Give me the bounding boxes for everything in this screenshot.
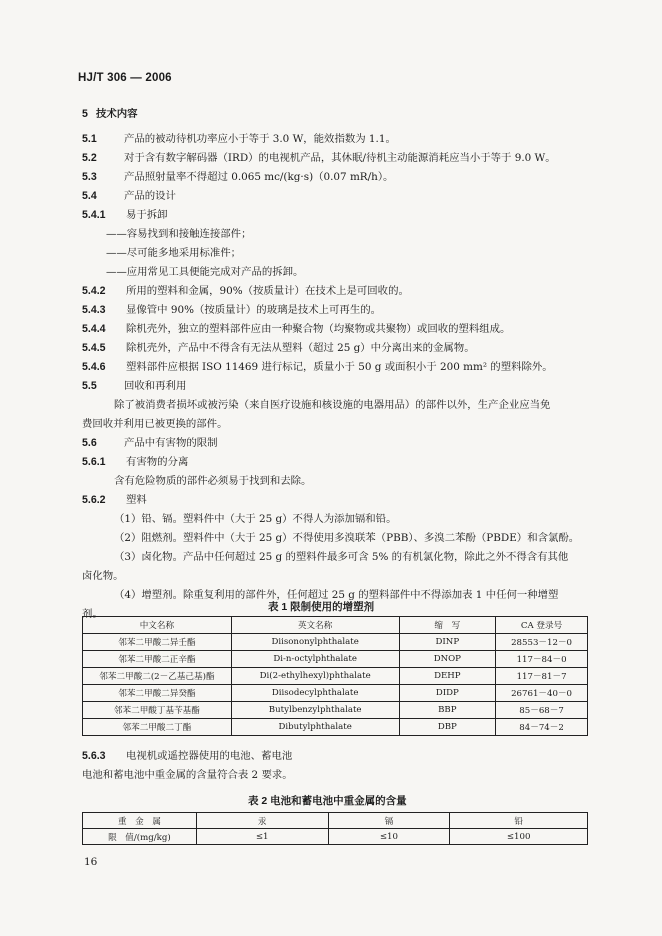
cell-row-label: 限 值/(mg/kg) — [83, 829, 197, 845]
clause-number: 5.4.6 — [82, 361, 106, 373]
clause-5-1 — [82, 132, 396, 146]
cell-abbreviation: DINP — [399, 634, 496, 651]
table-row — [83, 829, 588, 845]
column-header: 重 金 属 — [83, 813, 197, 829]
clause-number: 5.1 — [82, 133, 97, 145]
list-item: ——尽可能多地采用标准件； — [106, 247, 242, 259]
clause-number: 5.6.2 — [82, 494, 106, 506]
clause-text: 显像管中 90%（按质量计）的玻璃是技术上可再生的。 — [126, 304, 381, 316]
cell-ca-number: 117－84－0 — [496, 651, 588, 668]
clause-5-4-6 — [82, 360, 553, 374]
cell-abbreviation: DBP — [399, 719, 496, 736]
clause-5-4-2 — [82, 284, 409, 298]
clause-5-6-1 — [82, 455, 188, 469]
clause-5-4 — [82, 189, 176, 203]
cell-ca-number: 26761－40－0 — [496, 685, 588, 702]
clause-text: 塑料部件应根据 ISO 11469 进行标记，质量小于 50 g 或面积小于 200 mm² 的塑料除外。 — [126, 361, 553, 373]
cell-abbreviation: DIDP — [399, 685, 496, 702]
clause-number: 5.6 — [82, 437, 97, 449]
table-row — [83, 668, 588, 685]
section-title: 技术内容 — [96, 108, 138, 120]
clause-5-4-4 — [82, 322, 510, 336]
cell-ca-number: 85－68－7 — [496, 702, 588, 719]
clause-number: 5.2 — [82, 152, 97, 164]
plasticizer-table — [82, 616, 588, 736]
clause-number: 5.5 — [82, 380, 97, 392]
cell-english-name: Diisodecylphthalate — [231, 685, 399, 702]
clause-text: 对于含有数字解码器（IRD）的电视机产品，其休眠/待机主动能源消耗应当小于等于 9.0 W。 — [124, 152, 556, 164]
table-2-caption: 表 2 电池和蓄电池中重金属的含量 — [248, 795, 407, 807]
column-header: 汞 — [196, 813, 328, 829]
clause-text: 电视机或遥控器使用的电池、蓄电池 — [126, 750, 293, 762]
clause-number: 5.4.3 — [82, 304, 106, 316]
clause-5-5 — [82, 379, 186, 393]
list-item: ——应用常见工具便能完成对产品的拆卸。 — [106, 266, 304, 278]
cell-limit-value: ≤100 — [450, 829, 588, 845]
list-item-continuation: 剂。 — [82, 608, 103, 620]
cell-ca-number: 117－81－7 — [496, 668, 588, 685]
paragraph-line: 含有危险物质的部件必须易于找到和去除。 — [114, 475, 312, 487]
cell-chinese-name: 邻苯二甲酸二异壬酯 — [83, 634, 232, 651]
column-header: 铅 — [450, 813, 588, 829]
clause-number: 5.3 — [82, 171, 97, 183]
clause-text: 产品的设计 — [124, 190, 176, 202]
clause-5-4-3 — [82, 303, 381, 317]
clause-number: 5.4.4 — [82, 323, 106, 335]
clause-text: 回收和再利用 — [124, 380, 187, 392]
heavy-metal-table — [82, 812, 588, 845]
clause-text: 产品照射量率不得超过 0.065 mc/(kg·s)（0.07 mR/h）。 — [124, 171, 394, 183]
clause-text: 除机壳外，独立的塑料部件应由一种聚合物（均聚物或共聚物）或回收的塑料组成。 — [126, 323, 511, 335]
list-item: ——容易找到和接触连接部件； — [106, 228, 252, 240]
table-row — [83, 702, 588, 719]
clause-text: 塑料 — [126, 494, 147, 506]
column-header: 镉 — [328, 813, 450, 829]
clause-number: 5.6.1 — [82, 456, 106, 468]
cell-english-name: Di-n-octylphthalate — [231, 651, 399, 668]
cell-english-name: Diisononylphthalate — [231, 634, 399, 651]
clause-number: 5.4.1 — [82, 209, 106, 221]
cell-ca-number: 28553－12－0 — [496, 634, 588, 651]
clause-5-4-1 — [82, 208, 168, 222]
clause-number: 5.6.3 — [82, 750, 106, 762]
cell-chinese-name: 邻苯二甲酸丁基苄基酯 — [83, 702, 232, 719]
clause-5-6-2 — [82, 493, 147, 507]
clause-5-6-3 — [82, 749, 292, 763]
list-item: （1）铅、镉。塑料件中（大于 25 g）不得人为添加镉和铅。 — [114, 513, 397, 525]
clause-number: 5.4.5 — [82, 342, 106, 354]
clause-text: 所用的塑料和金属，90%（按质量计）在技术上是可回收的。 — [126, 285, 409, 297]
cell-english-name: Di(2-ethylhexyl)phthalate — [231, 668, 399, 685]
document-id: HJ/T 306 — 2006 — [78, 72, 172, 84]
cell-chinese-name: 邻苯二甲酸二(2－乙基己基)酯 — [83, 668, 232, 685]
cell-abbreviation: BBP — [399, 702, 496, 719]
table-row — [83, 651, 588, 668]
table-row — [83, 634, 588, 651]
table-row — [83, 685, 588, 702]
cell-english-name: Dibutylphthalate — [231, 719, 399, 736]
cell-ca-number: 84－74－2 — [496, 719, 588, 736]
clause-number: 5.4 — [82, 190, 97, 202]
clause-5-3 — [82, 170, 393, 184]
section-5-heading — [82, 107, 138, 121]
cell-abbreviation: DNOP — [399, 651, 496, 668]
page-number: 16 — [84, 856, 98, 868]
list-item: （4）增塑剂。除重复利用的部件外，任何超过 25 g 的塑料部件中不得添加表 1 中任何一种增塑 — [114, 589, 559, 601]
table-row — [83, 719, 588, 736]
cell-english-name: Butylbenzylphthalate — [231, 702, 399, 719]
table-header-row — [83, 813, 588, 829]
list-item: （3）卤化物。产品中任何超过 25 g 的塑料件最多可含 5% 的有机氯化物，除此之外不得含有其他 — [114, 551, 569, 563]
list-item: （2）阻燃剂。塑料件中（大于 25 g）不得使用多溴联苯（PBB）、多溴二苯酚（PBDE）和含氯酚。 — [114, 532, 580, 544]
cell-abbreviation: DEHP — [399, 668, 496, 685]
paragraph-line: 除了被消费者损坏或被污染（来自医疗设施和核设施的电器用品）的部件以外，生产企业应当免 — [114, 399, 551, 411]
column-header: 英文名称 — [231, 617, 399, 634]
list-item-continuation: 卤化物。 — [82, 570, 124, 582]
column-header: CA 登录号 — [496, 617, 588, 634]
paragraph-line: 费回收并利用已被更换的部件。 — [82, 418, 228, 430]
cell-limit-value: ≤10 — [328, 829, 450, 845]
section-number: 5 — [82, 108, 88, 120]
clause-text: 除机壳外，产品中不得含有无法从塑料（超过 25 g）中分离出来的金属物。 — [126, 342, 475, 354]
column-header: 中文名称 — [83, 617, 232, 634]
clause-text: 易于拆卸 — [126, 209, 168, 221]
table-1-caption: 表 1 限制使用的增塑剂 — [268, 601, 375, 613]
cell-chinese-name: 邻苯二甲酸二异癸酯 — [83, 685, 232, 702]
clause-5-2 — [82, 151, 556, 165]
clause-5-6 — [82, 436, 218, 450]
table-header-row — [83, 617, 588, 634]
clause-text: 产品中有害物的限制 — [124, 437, 218, 449]
clause-5-4-5 — [82, 341, 475, 355]
cell-limit-value: ≤1 — [196, 829, 328, 845]
column-header: 缩 写 — [399, 617, 496, 634]
cell-chinese-name: 邻苯二甲酸二丁酯 — [83, 719, 232, 736]
clause-number: 5.4.2 — [82, 285, 106, 297]
paragraph-line: 电池和蓄电池中重金属的含量符合表 2 要求。 — [82, 769, 293, 781]
cell-chinese-name: 邻苯二甲酸二正辛酯 — [83, 651, 232, 668]
clause-text: 有害物的分离 — [126, 456, 189, 468]
clause-text: 产品的被动待机功率应小于等于 3.0 W，能效指数为 1.1。 — [124, 133, 396, 145]
